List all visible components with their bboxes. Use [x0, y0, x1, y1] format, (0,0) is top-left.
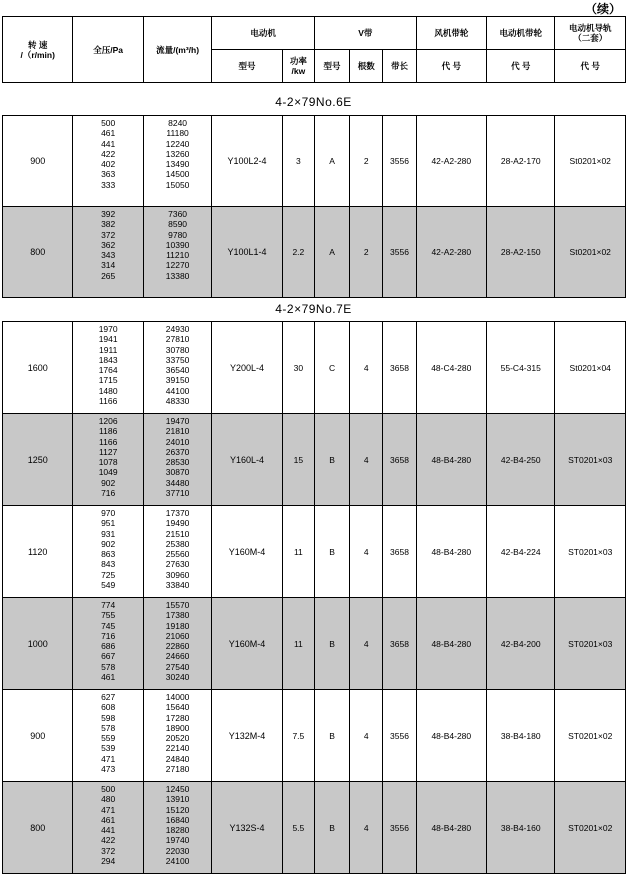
header-belt-count: 根数: [350, 50, 383, 83]
flow-value: 19180: [165, 620, 190, 631]
pressure-value: 441: [101, 825, 116, 836]
header-fan-pulley: 风机带轮: [416, 17, 486, 50]
belt-type-cell: A: [314, 116, 349, 207]
motor-power-cell: 30: [282, 322, 314, 414]
flow-value: 33840: [165, 580, 190, 591]
motor-power-cell: 7.5: [282, 690, 314, 782]
flow-value: 22860: [165, 641, 190, 652]
pressure-value: 372: [101, 845, 116, 856]
fan-pulley-cell: 42-A2-280: [416, 116, 486, 207]
table-row: [3, 598, 626, 690]
motor-model-cell: Y200L-4: [212, 322, 282, 414]
motor-rail-cell: St0201×02: [555, 207, 626, 298]
belt-type-cell: B: [314, 782, 349, 874]
flow-value: 34480: [165, 477, 190, 488]
pressure-value: 461: [101, 672, 116, 683]
pressure-value: 471: [101, 804, 116, 815]
pressure-value: 686: [101, 641, 116, 652]
belt-type-cell: A: [314, 207, 349, 298]
flow-list: [143, 116, 211, 207]
belt-count-cell: 4: [350, 782, 383, 874]
motor-pulley-cell: 28-A2-150: [487, 207, 555, 298]
speed-cell: 1000: [3, 598, 73, 690]
belt-count-cell: 2: [350, 207, 383, 298]
belt-type-cell: B: [314, 598, 349, 690]
flow-value: 13910: [165, 794, 190, 805]
flow-value: 12270: [165, 260, 190, 271]
pressure-list: [73, 782, 143, 874]
belt-length-cell: 3556: [383, 690, 416, 782]
speed-cell: 1600: [3, 322, 73, 414]
pressure-value: 931: [101, 528, 116, 539]
motor-model-cell: Y160M-4: [212, 598, 282, 690]
pressure-value: 372: [101, 229, 116, 240]
pressure-value: 392: [101, 209, 116, 219]
pressure-value: 1970: [98, 324, 118, 334]
motor-rail-cell: ST0201×02: [555, 690, 626, 782]
motor-model-cell: Y100L2-4: [212, 116, 282, 207]
flow-value: 21060: [165, 630, 190, 641]
pressure-value: 716: [101, 488, 116, 499]
flow-value: 16840: [165, 814, 190, 825]
pressure-list: [73, 414, 143, 506]
motor-power-cell: 15: [282, 414, 314, 506]
pressure-value: 716: [101, 630, 116, 641]
belt-type-cell: B: [314, 506, 349, 598]
flow-list: [143, 690, 211, 782]
flow-value: 48330: [165, 396, 190, 407]
belt-length-cell: 3556: [383, 207, 416, 298]
flow-value: 36540: [165, 365, 190, 376]
flow-list: [143, 598, 211, 690]
belt-count-cell: 2: [350, 116, 383, 207]
flow-value: 24930: [165, 324, 190, 334]
pressure-value: 382: [101, 219, 116, 230]
pressure-value: 314: [101, 260, 116, 271]
header-motor-pulley: 电动机带轮: [487, 17, 555, 50]
flow-value: 13380: [165, 270, 190, 281]
flow-value: 27540: [165, 661, 190, 672]
belt-type-cell: B: [314, 414, 349, 506]
section-title: 4-2×79No.6E: [275, 95, 352, 109]
flow-value: 25380: [165, 538, 190, 549]
flow-value: 24660: [165, 651, 190, 662]
motor-pulley-cell: 42-B4-200: [487, 598, 555, 690]
pressure-value: 549: [101, 580, 116, 591]
header-speed: 转 速 /（r/min): [3, 17, 73, 83]
motor-power-cell: 3: [282, 116, 314, 207]
pressure-list: [73, 506, 143, 598]
pressure-list: [73, 322, 143, 414]
pressure-value: 265: [101, 270, 116, 281]
motor-power-cell: 5.5: [282, 782, 314, 874]
pressure-value: 343: [101, 250, 116, 261]
fan-pulley-cell: 48-B4-280: [416, 414, 486, 506]
pressure-value: 539: [101, 743, 116, 754]
header-fan-pulley-code: 代 号: [416, 50, 486, 83]
flow-list: [143, 414, 211, 506]
belt-length-cell: 3658: [383, 322, 416, 414]
table-row: [3, 207, 626, 298]
motor-rail-cell: St0201×04: [555, 322, 626, 414]
flow-value: 12450: [165, 784, 190, 794]
flow-value: 9780: [168, 229, 188, 240]
pressure-value: 471: [101, 753, 116, 764]
header-belt-length: 带长: [383, 50, 416, 83]
flow-value: 19490: [165, 518, 190, 529]
belt-type-cell: B: [314, 690, 349, 782]
flow-value: 11180: [166, 128, 189, 139]
flow-value: 19470: [165, 416, 190, 426]
belt-length-cell: 3658: [383, 598, 416, 690]
flow-value: 27180: [165, 764, 190, 775]
pressure-value: 461: [101, 814, 116, 825]
pressure-value: 473: [101, 764, 116, 775]
flow-value: 30960: [165, 569, 190, 580]
motor-model-cell: Y160M-4: [212, 506, 282, 598]
header-motor: 电动机: [212, 17, 315, 50]
flow-value: 30870: [165, 467, 190, 478]
flow-value: 17280: [165, 712, 190, 723]
table-row: [3, 414, 626, 506]
pressure-value: 294: [101, 856, 116, 867]
continued-label: （续）: [584, 2, 621, 16]
pressure-list: [73, 598, 143, 690]
fan-pulley-cell: 48-C4-280: [416, 322, 486, 414]
flow-value: 17370: [165, 508, 190, 518]
motor-model-cell: Y132M-4: [212, 690, 282, 782]
pressure-value: 578: [101, 722, 116, 733]
header-belt-model: 型号: [314, 50, 349, 83]
belt-count-cell: 4: [350, 506, 383, 598]
header-vbelt: V带: [314, 17, 416, 50]
pressure-value: 461: [101, 128, 116, 139]
pressure-value: 1843: [98, 354, 118, 365]
pressure-value: 1186: [99, 426, 118, 437]
fan-pulley-cell: 48-B4-280: [416, 782, 486, 874]
pressure-value: 970: [101, 508, 116, 518]
pressure-value: 755: [101, 610, 116, 621]
pressure-value: 1049: [98, 467, 118, 478]
flow-value: 17380: [165, 610, 190, 621]
motor-rail-cell: ST0201×03: [555, 506, 626, 598]
flow-value: 20520: [165, 733, 190, 744]
flow-value: 27630: [165, 559, 190, 570]
pressure-value: 774: [101, 600, 116, 610]
flow-value: 15120: [165, 804, 190, 815]
motor-pulley-cell: 38-B4-160: [487, 782, 555, 874]
flow-value: 13490: [165, 159, 190, 170]
flow-value: 30780: [165, 344, 190, 355]
belt-count-cell: 4: [350, 598, 383, 690]
header-flow: 流量/(m³/h): [143, 17, 211, 83]
flow-value: 28530: [165, 457, 190, 468]
pressure-list: [73, 690, 143, 782]
flow-value: 27810: [165, 334, 190, 345]
motor-rail-cell: St0201×02: [555, 116, 626, 207]
belt-length-cell: 3658: [383, 506, 416, 598]
pressure-value: 363: [101, 169, 116, 180]
pressure-value: 725: [101, 569, 116, 580]
flow-value: 10390: [165, 239, 190, 250]
pressure-value: 951: [101, 518, 116, 529]
speed-cell: 1120: [3, 506, 73, 598]
pressure-value: 667: [101, 651, 116, 662]
flow-value: 22030: [165, 845, 190, 856]
motor-rail-cell: ST0201×03: [555, 414, 626, 506]
flow-value: 37710: [165, 488, 190, 499]
pressure-value: 1715: [98, 375, 118, 386]
speed-cell: 900: [3, 690, 73, 782]
pressure-value: 1941: [98, 334, 118, 345]
pressure-value: 422: [101, 835, 116, 846]
header-motor-rail: 电动机导轨 （二套）: [555, 17, 626, 50]
pressure-value: 441: [101, 138, 116, 149]
belt-length-cell: 3658: [383, 414, 416, 506]
header-motor-model: 型号: [212, 50, 282, 83]
table-row: [3, 116, 626, 207]
motor-power-cell: 11: [282, 598, 314, 690]
pressure-value: 598: [101, 712, 116, 723]
flow-value: 12240: [165, 138, 190, 149]
fan-pulley-cell: 48-B4-280: [416, 598, 486, 690]
flow-value: 21510: [165, 528, 190, 539]
flow-value: 15050: [165, 179, 190, 190]
flow-value: 44100: [165, 385, 190, 396]
flow-value: 30240: [165, 672, 190, 683]
table-row: [3, 322, 626, 414]
table-row: [3, 690, 626, 782]
flow-value: 24840: [165, 753, 190, 764]
flow-value: 7360: [168, 209, 188, 219]
section-table: [2, 321, 626, 874]
belt-count-cell: 4: [350, 322, 383, 414]
table-row: [3, 506, 626, 598]
flow-value: 15640: [165, 702, 190, 713]
flow-value: 14500: [165, 169, 190, 180]
pressure-value: 1166: [99, 396, 118, 407]
pressure-value: 402: [101, 159, 116, 170]
flow-value: 8240: [168, 118, 188, 128]
motor-pulley-cell: 42-B4-250: [487, 414, 555, 506]
motor-rail-cell: ST0201×03: [555, 598, 626, 690]
flow-value: 24100: [165, 856, 190, 867]
fan-pulley-cell: 42-A2-280: [416, 207, 486, 298]
flow-value: 25560: [165, 549, 190, 560]
pressure-value: 1480: [98, 385, 118, 396]
speed-cell: 1250: [3, 414, 73, 506]
speed-cell: 800: [3, 207, 73, 298]
pressure-list: [73, 116, 143, 207]
flow-value: 33750: [165, 354, 190, 365]
pressure-value: 843: [101, 559, 116, 570]
belt-length-cell: 3556: [383, 782, 416, 874]
pressure-list: [73, 207, 143, 298]
table-header: [2, 16, 626, 83]
pressure-value: 422: [101, 148, 116, 159]
fan-pulley-cell: 48-B4-280: [416, 690, 486, 782]
header-pressure: 全压/Pa: [73, 17, 143, 83]
flow-value: 13260: [165, 148, 190, 159]
flow-value: 18900: [165, 722, 190, 733]
flow-value: 14000: [165, 692, 190, 702]
pressure-value: 608: [101, 702, 116, 713]
pressure-value: 1764: [98, 365, 118, 376]
pressure-value: 480: [101, 794, 116, 805]
pressure-value: 578: [101, 661, 116, 672]
pressure-value: 1127: [99, 446, 118, 457]
speed-cell: 900: [3, 116, 73, 207]
motor-power-cell: 11: [282, 506, 314, 598]
header-motor-power: 功率 /kw: [282, 50, 314, 83]
belt-count-cell: 4: [350, 414, 383, 506]
belt-type-cell: C: [314, 322, 349, 414]
motor-pulley-cell: 55-C4-315: [487, 322, 555, 414]
pressure-value: 500: [101, 784, 116, 794]
pressure-value: 559: [101, 733, 116, 744]
speed-cell: 800: [3, 782, 73, 874]
pressure-value: 627: [101, 692, 116, 702]
flow-value: 21810: [165, 426, 190, 437]
pressure-value: 902: [101, 477, 116, 488]
flow-value: 24010: [165, 436, 190, 447]
motor-pulley-cell: 38-B4-180: [487, 690, 555, 782]
flow-value: 8590: [168, 219, 188, 230]
belt-length-cell: 3556: [383, 116, 416, 207]
flow-value: 18280: [165, 825, 190, 836]
motor-model-cell: Y160L-4: [212, 414, 282, 506]
pressure-value: 1911: [99, 344, 118, 355]
pressure-value: 500: [101, 118, 116, 128]
fan-pulley-cell: 48-B4-280: [416, 506, 486, 598]
pressure-value: 1206: [98, 416, 118, 426]
flow-value: 15570: [165, 600, 190, 610]
pressure-value: 902: [101, 538, 116, 549]
flow-value: 26370: [165, 446, 190, 457]
header-motor-pulley-code: 代 号: [487, 50, 555, 83]
pressure-value: 863: [101, 549, 116, 560]
pressure-value: 362: [101, 239, 116, 250]
pressure-value: 745: [101, 620, 116, 631]
flow-list: [143, 782, 211, 874]
motor-pulley-cell: 28-A2-170: [487, 116, 555, 207]
flow-value: 11210: [166, 250, 190, 261]
table-row: [3, 782, 626, 874]
motor-power-cell: 2.2: [282, 207, 314, 298]
flow-value: 19740: [165, 835, 190, 846]
header-motor-rail-code: 代 号: [555, 50, 626, 83]
motor-model-cell: Y132S-4: [212, 782, 282, 874]
pressure-value: 1166: [99, 436, 118, 447]
section-title: 4-2×79No.7E: [275, 302, 352, 316]
belt-count-cell: 4: [350, 690, 383, 782]
pressure-value: 333: [101, 179, 116, 190]
motor-model-cell: Y100L1-4: [212, 207, 282, 298]
motor-pulley-cell: 42-B4-224: [487, 506, 555, 598]
motor-rail-cell: ST0201×02: [555, 782, 626, 874]
pressure-value: 1078: [98, 457, 118, 468]
flow-list: [143, 207, 211, 298]
flow-list: [143, 506, 211, 598]
flow-value: 39150: [165, 375, 190, 386]
flow-list: [143, 322, 211, 414]
flow-value: 22140: [165, 743, 190, 754]
section-table: [2, 115, 626, 298]
